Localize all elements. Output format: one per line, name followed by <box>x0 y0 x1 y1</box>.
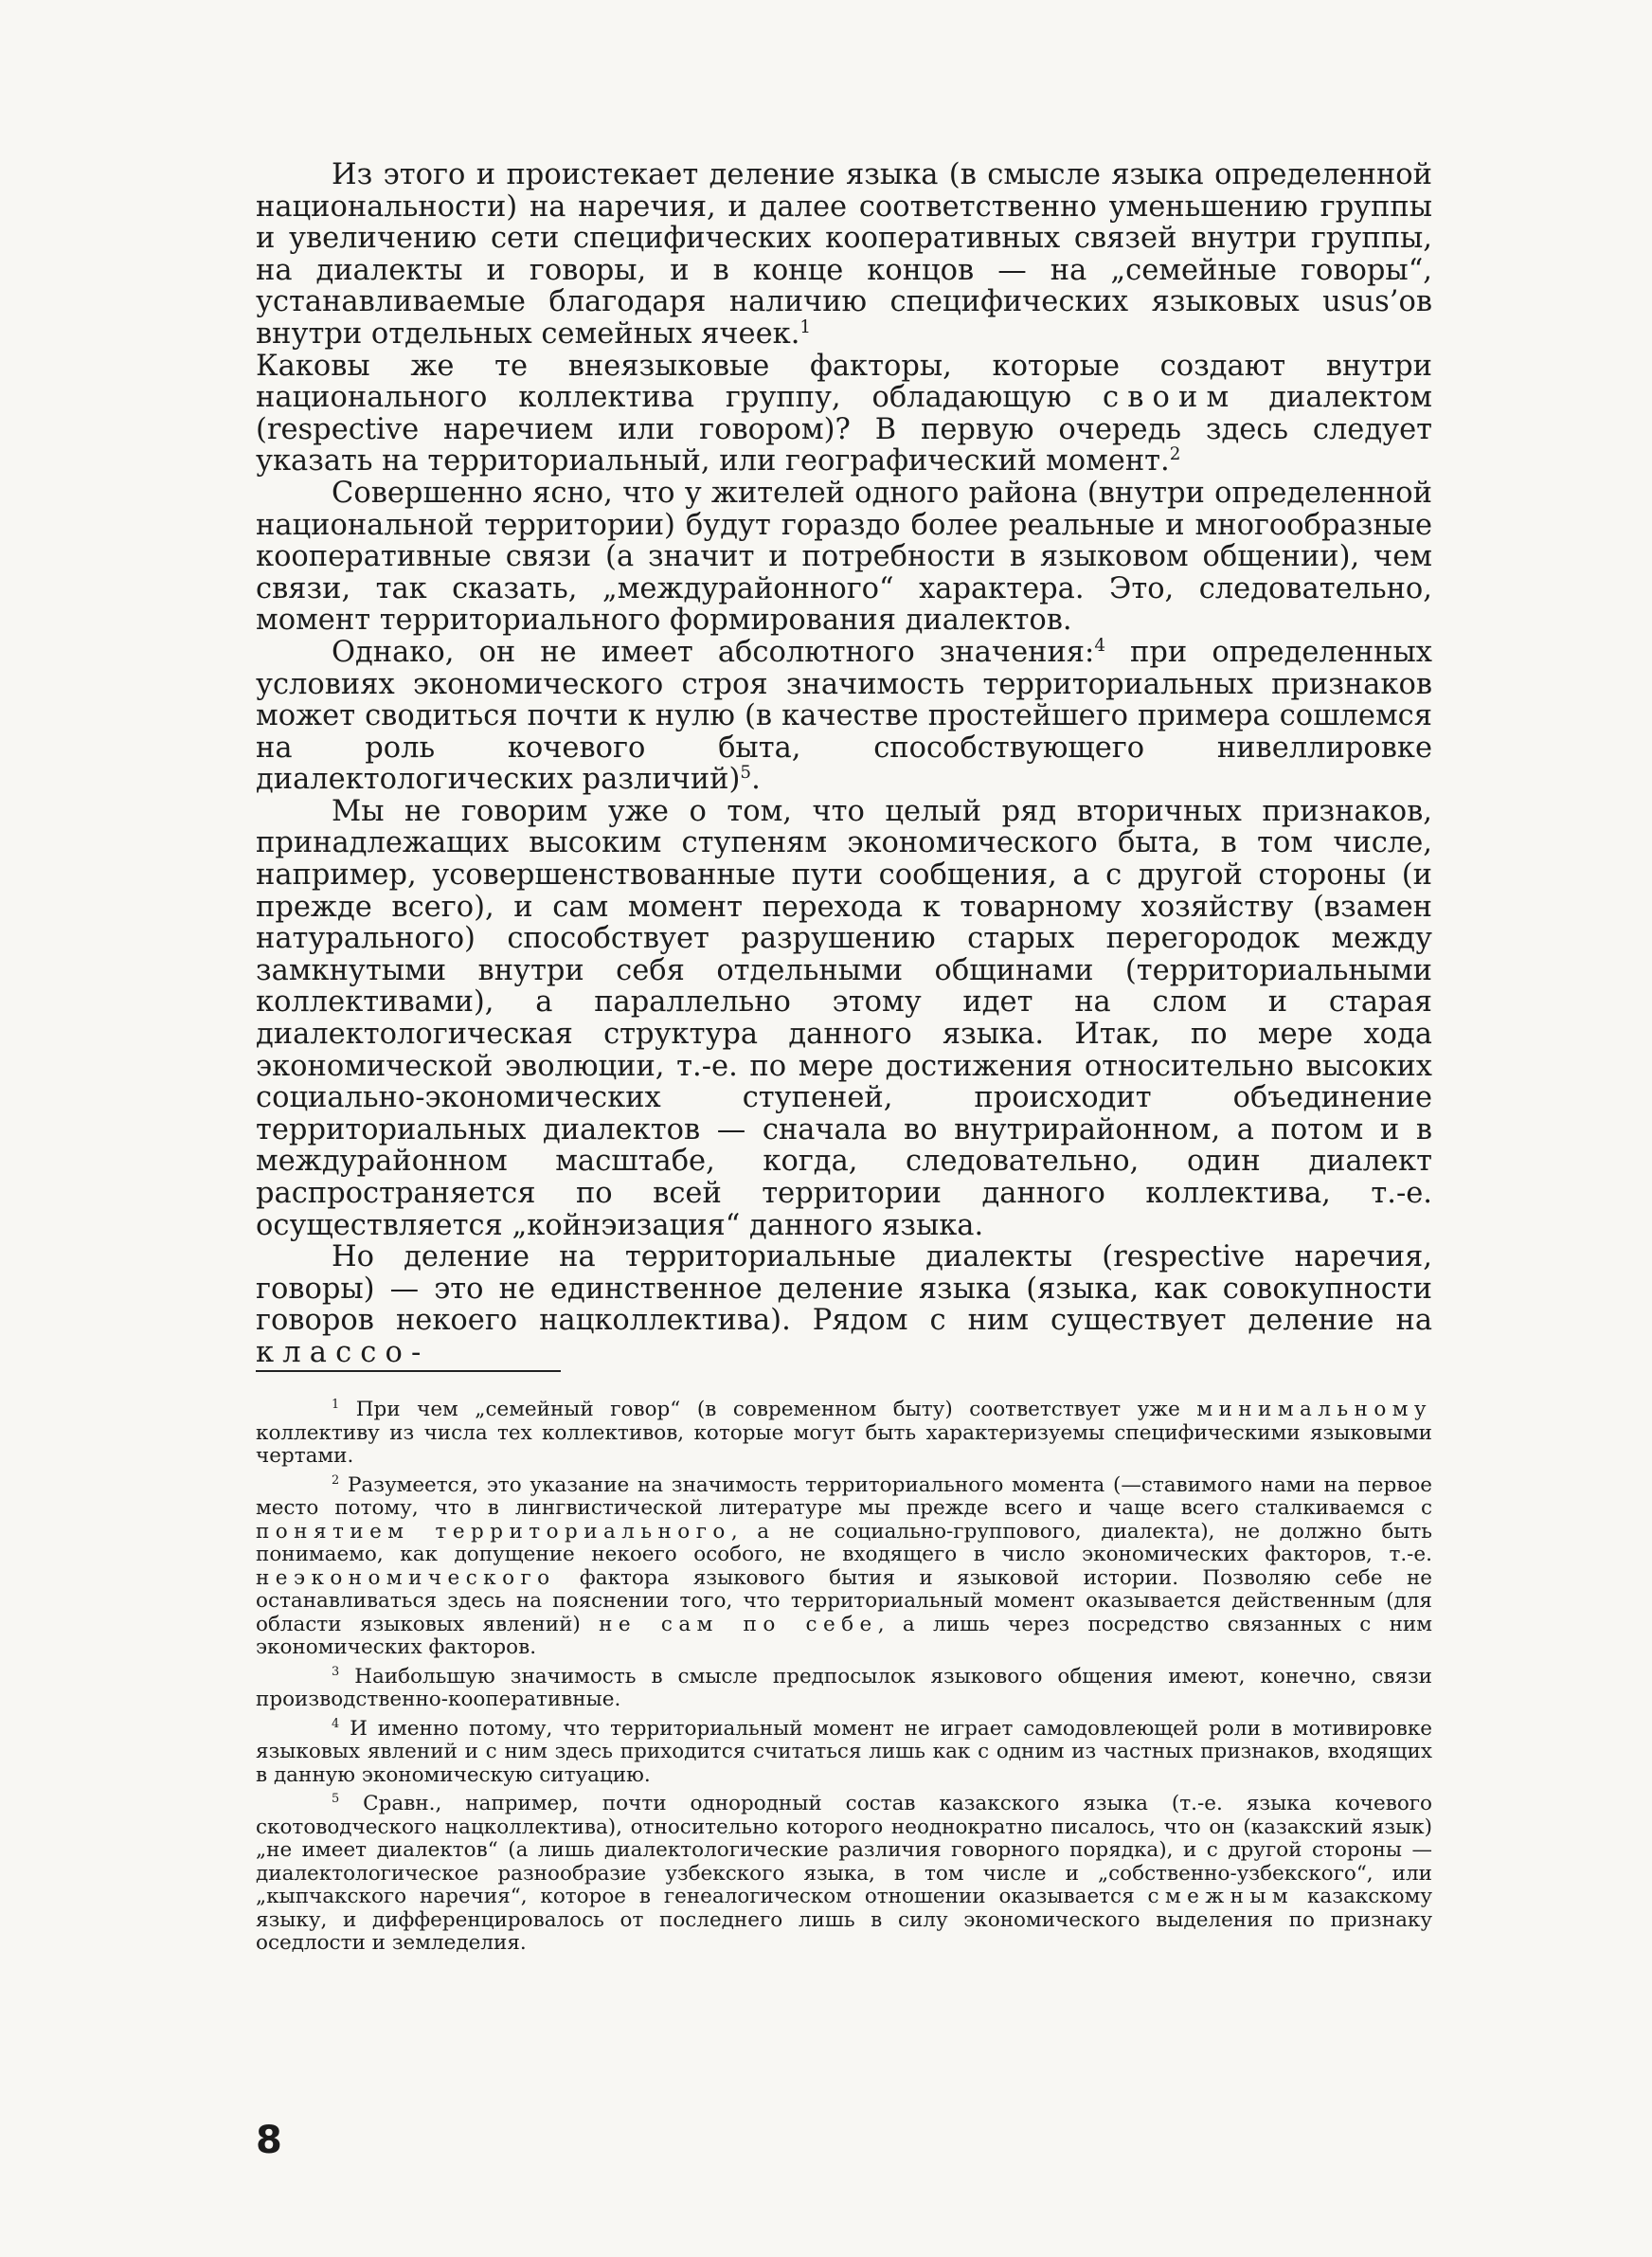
emphasis: своим <box>1102 381 1238 415</box>
paragraph-text: диалектом (respective наречием или говором)? В первую очередь здесь следует указать на территориальный, или географический момент. <box>256 381 1432 478</box>
paragraph-text: при определенных условиях экономического строя значимость территориальных признаков может сводиться почти к нулю (в качестве простейшего примера сошлемся на роль кочевого быта, способствующего нивеллировке диалектологических различий) <box>256 635 1432 797</box>
page-number: 8 <box>256 2119 282 2162</box>
paragraph-text: Из этого и проистекает деление языка (в смысле языка определенной национальности) на наречия, и далее соответственно уменьшению группы и увеличению сети специфических кооперативных связей внутри группы, на диалекты и говоры, и в конце концов — на „семейные говоры“, устанавливаемые благодаря наличию специфических языковых usus’ов внутри отдельных семейных ячеек. <box>256 158 1432 351</box>
footnote-text: , а не социально-группового, диалекта), не должно быть понимаемо, как допущение некоего особого, не входящего в число экономических факторов, т.-е. <box>256 1519 1432 1566</box>
paragraph-text: Однако, он не имеет абсолютного значения: <box>332 635 1095 669</box>
footnote-text: казакскому языку, и дифференцировалось от последнего лишь в силу экономического выделения по признаку оседлости и земледелия. <box>256 1885 1432 1955</box>
footnote-text: И именно потому, что территориальный момент не играет самодовлеющей роли в мотивировке языковых явлений и с ним здесь приходится считаться лишь как с одним из частных признаков, входящих в данную экономическую ситуацию. <box>256 1716 1432 1787</box>
footnote-marker: 2 <box>332 1472 340 1488</box>
footnote-text: Наибольшую значимость в смысле предпосылок языкового общения имеют, конечно, связи производственно-кооперативные. <box>256 1664 1432 1711</box>
footnote-ref: 4 <box>1094 635 1105 656</box>
emphasis: смежным <box>1147 1885 1295 1908</box>
emphasis: не сам по себе <box>599 1612 878 1636</box>
footnote-3 <box>256 1666 1432 1712</box>
footnote-marker: 4 <box>332 1716 340 1731</box>
paragraph-text: . <box>751 763 761 797</box>
paragraph-4 <box>256 637 1432 796</box>
footnote-text: , а лишь через посредство связанных с ним экономических факторов. <box>256 1612 1432 1659</box>
footnote-ref: 5 <box>740 763 752 784</box>
main-text <box>256 159 1432 1369</box>
paragraph-2 <box>256 351 1432 478</box>
footnote-5 <box>256 1793 1432 1956</box>
paragraph-text: Но деление на территориальные диалекты (respective наречия, говоры) — это не единственное деление языка (языка, как совокупности говоров некоего нацколлектива). Рядом с ним существует деление на <box>256 1240 1432 1338</box>
footnote-separator <box>256 1370 561 1372</box>
emphasis: минимальному <box>1196 1398 1432 1421</box>
footnote-1 <box>256 1399 1432 1469</box>
footnote-marker: 3 <box>332 1664 340 1679</box>
page-body <box>256 159 1432 1369</box>
emphasis: понятием территориального <box>256 1519 731 1544</box>
footnote-text: Сравн., например, почти однородный состав казакского языка (т.-е. языка кочевого скотоводческого нацколлектива), относительно которого неоднократно писалось, что он (казакский язык) „не имеет диалектов“ (а лишь диалектологические различия говорного порядка), и с другой стороны — диалектологическое разнообразие узбекского языка, в том числе и „собственно-узбекского“, или „кыпчакского наречия“, которое в генеалогическом отношении оказывается <box>256 1792 1432 1908</box>
paragraph-3: Совершенно ясно, что у жителей одного района (внутри определенной национальной территории) будут гораздо более реальные и многообразные кооперативные связи (а значит и потребности в языковом общении), чем связи, так сказать, „междурайонного“ характера. Это, следовательно, момент территориального формирования диалектов. <box>256 476 1432 638</box>
paragraph-text: Каковы же те внеязыковые факторы, которые создают внутри национального коллектива группу, обладающую <box>256 349 1432 415</box>
footnote-text: коллективу из числа тех коллективов, которые могут быть характеризуемы специфическими языковыми чертами. <box>256 1420 1432 1468</box>
emphasis: неэкономического <box>256 1565 556 1590</box>
footnote-text: фактора языкового бытия и языковой истории. Позволяю себе не останавливаться здесь на пояснении того, что территориальный момент оказывается действенным (для области языковых явлений) <box>256 1565 1432 1636</box>
footnote-text: Разумеется, это указание на значимость территориального момента (—ставимого нами на первое место потому, что в лингвистической литературе мы прежде всего и чаще всего сталкиваемся с <box>256 1472 1432 1520</box>
footnote-4 <box>256 1718 1432 1788</box>
footnote-2 <box>256 1474 1432 1660</box>
paragraph-6 <box>256 1241 1432 1368</box>
paragraph-1 <box>256 159 1432 351</box>
footnote-ref: 1 <box>799 316 812 337</box>
footnotes <box>256 1399 1432 1961</box>
footnote-text: При чем „семейный говор“ (в современном быту) соответствует уже <box>355 1398 1197 1421</box>
emphasis: классо- <box>256 1335 430 1369</box>
footnote-ref: 2 <box>1169 444 1181 465</box>
footnote-marker: 1 <box>332 1397 340 1412</box>
footnote-marker: 5 <box>332 1791 340 1806</box>
paragraph-5: Мы не говорим уже о том, что целый ряд вторичных признаков, принадлежащих высоким ступеням экономического быта, в том числе, например, усовершенствованные пути сообщения, а с другой стороны (и прежде всего), и сам момент перехода к товарному хозяйству (взамен натурального) способствует разрушению старых перегородок между замкнутыми внутри себя отдельными общинами (территориальными коллективами), а параллельно этому идет на слом и старая диалектологическая структура данного языка. Итак, по мере хода экономической эволюции, т.-е. по мере достижения относительно высоких социально-экономических ступеней, происходит объединение территориальных диалектов — сначала во внутрирайонном, а потом и в междурайонном масштабе, когда, следовательно, один диалект распространяется по всей территории данного коллектива, т.-е. осуществляется „койнэизация“ данного языка. <box>256 794 1432 1242</box>
